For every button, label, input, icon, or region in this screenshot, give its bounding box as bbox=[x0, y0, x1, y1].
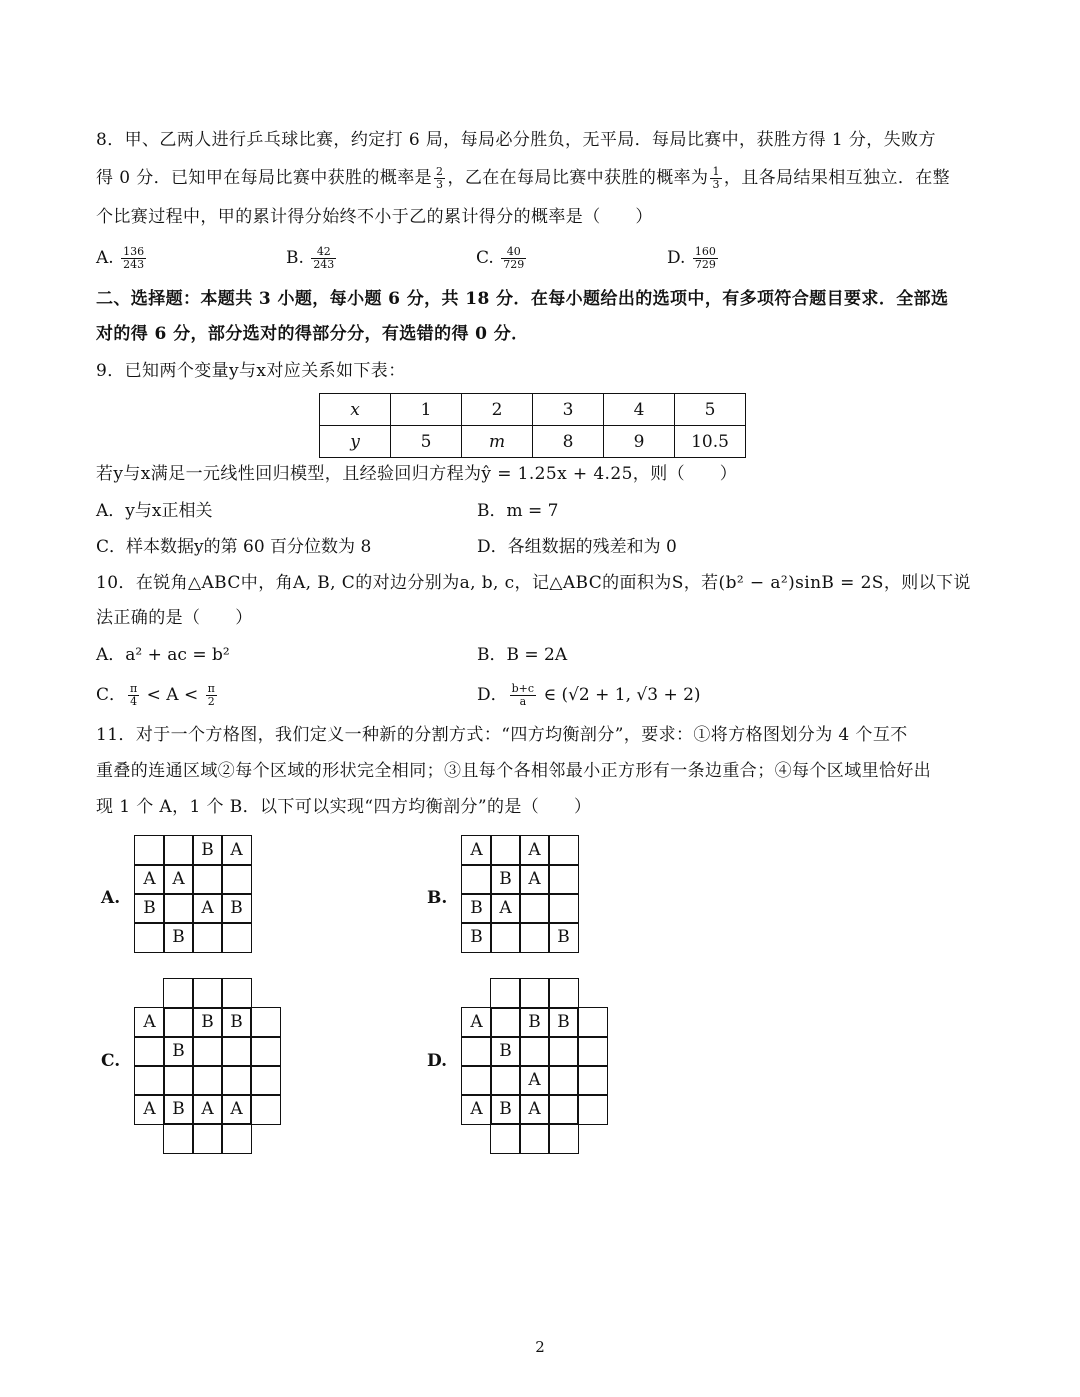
grid-cell bbox=[519, 893, 550, 924]
grid-cell bbox=[490, 1007, 521, 1038]
grid-cell: B bbox=[490, 1036, 521, 1067]
q8-option-d[interactable] bbox=[667, 246, 720, 271]
q11-line3: 现 1 个 A，1 个 B．以下可以实现“四方均衡剖分”的是（ ） bbox=[96, 797, 592, 817]
grid-cell bbox=[134, 922, 165, 953]
grid-cell: B bbox=[548, 1007, 579, 1038]
q8-prob-jia-num: 2 bbox=[436, 165, 444, 178]
grid-cell bbox=[577, 1007, 608, 1038]
grid-cell bbox=[548, 1065, 579, 1096]
page-number: 2 bbox=[535, 1338, 545, 1356]
q8-option-d-frac bbox=[693, 246, 718, 271]
q8-prob-jia bbox=[434, 166, 445, 191]
grid-cell: A bbox=[461, 1007, 492, 1038]
q10-option-c-left-num: π bbox=[130, 682, 138, 695]
grid-cell bbox=[250, 1065, 281, 1096]
grid-cell bbox=[192, 922, 223, 953]
q8-option-b-num: 42 bbox=[311, 246, 336, 259]
q8-option-d-label: D. bbox=[667, 248, 686, 268]
grid-cell: B bbox=[192, 1007, 223, 1038]
grid-cell bbox=[250, 1007, 281, 1038]
section2-header-line2: 对的得 6 分，部分选对的得部分分，有选错的得 0 分． bbox=[96, 324, 529, 344]
grid-cell bbox=[548, 835, 579, 866]
q11-grid-b[interactable] bbox=[461, 835, 579, 953]
q10-option-d-frac bbox=[510, 683, 536, 708]
grid-cell bbox=[163, 893, 194, 924]
grid-cell: B bbox=[548, 922, 579, 953]
grid-cell bbox=[250, 1094, 281, 1125]
grid-cell bbox=[192, 1036, 223, 1067]
q8-option-d-den: 729 bbox=[694, 258, 716, 271]
grid-cell bbox=[221, 922, 252, 953]
q9-option-a[interactable]: A．y与x正相关 bbox=[96, 501, 213, 521]
q8-prob-yi bbox=[710, 166, 721, 191]
grid-cell: A bbox=[163, 864, 194, 895]
q10-option-c-right-num: π bbox=[207, 682, 215, 695]
grid-cell: B bbox=[163, 1094, 194, 1125]
q8-option-a[interactable] bbox=[96, 246, 148, 271]
grid-cell: A bbox=[490, 893, 521, 924]
grid-cell bbox=[192, 978, 223, 1009]
grid-cell: B bbox=[490, 864, 521, 895]
grid-cell: A bbox=[192, 1094, 223, 1125]
q11-grid-a[interactable] bbox=[134, 835, 252, 953]
q10-option-b[interactable]: B．B = 2A bbox=[477, 645, 568, 665]
q10-option-d-rest: ∈ (√2 + 1, √3 + 2) bbox=[543, 685, 701, 705]
grid-cell bbox=[163, 978, 194, 1009]
grid-cell bbox=[577, 1036, 608, 1067]
q10-line2: 法正确的是（ ） bbox=[96, 608, 253, 628]
q8-prob-yi-den: 3 bbox=[712, 178, 720, 191]
q8-option-b-frac bbox=[311, 246, 336, 271]
q11-option-c-label[interactable]: C. bbox=[101, 1051, 121, 1071]
grid-cell: A bbox=[134, 1094, 165, 1125]
grid-cell: B bbox=[461, 922, 492, 953]
q9-option-c[interactable]: C．样本数据y的第 60 百分位数为 8 bbox=[96, 537, 372, 557]
q9-table-row-y bbox=[320, 426, 746, 458]
q8-line2-text-c: ，且各局结果相互独立．在整 bbox=[723, 168, 951, 188]
grid-cell bbox=[548, 864, 579, 895]
grid-cell: A bbox=[221, 1094, 252, 1125]
q11-option-b-label[interactable]: B. bbox=[427, 888, 448, 908]
table-cell: 9 bbox=[604, 426, 675, 458]
grid-cell bbox=[490, 1065, 521, 1096]
q11-grid-d[interactable] bbox=[461, 978, 608, 1154]
table-cell: y bbox=[320, 426, 391, 458]
table-cell: 5 bbox=[391, 426, 462, 458]
grid-cell bbox=[461, 1065, 492, 1096]
grid-cell bbox=[192, 1123, 223, 1154]
q8-option-d-num: 160 bbox=[694, 245, 716, 258]
grid-cell bbox=[548, 1123, 579, 1154]
q8-option-c-den: 729 bbox=[503, 258, 525, 271]
grid-cell bbox=[134, 1036, 165, 1067]
q8-prob-yi-num: 1 bbox=[712, 165, 720, 178]
grid-cell bbox=[134, 835, 165, 866]
q11-line1: 11．对于一个方格图，我们定义一种新的分割方式：“四方均衡剖分”，要求：①将方格图划分为 4 个互不 bbox=[96, 725, 908, 745]
q9-option-b[interactable]: B．m = 7 bbox=[477, 501, 559, 521]
q10-option-c-label: C． bbox=[96, 685, 127, 705]
q8-option-a-num: 136 bbox=[123, 245, 145, 258]
grid-cell: A bbox=[134, 864, 165, 895]
grid-cell bbox=[490, 1123, 521, 1154]
grid-cell bbox=[519, 1036, 550, 1067]
q9-stem: 9．已知两个变量y与x对应关系如下表： bbox=[96, 361, 406, 381]
table-cell: 2 bbox=[462, 394, 533, 426]
q10-option-c-left-frac bbox=[128, 683, 139, 708]
grid-cell bbox=[192, 864, 223, 895]
q10-line1: 10．在锐角△ABC中，角A, B, C的对边分别为a, b, c，记△ABC的面积为S，若(b² − a²)sinB = 2S，则以下说 bbox=[96, 573, 971, 593]
grid-cell bbox=[163, 835, 194, 866]
grid-cell: B bbox=[134, 893, 165, 924]
table-cell: 3 bbox=[533, 394, 604, 426]
q10-option-c-right-den: 2 bbox=[207, 695, 215, 708]
q11-option-d-label[interactable]: D. bbox=[427, 1051, 448, 1071]
q10-option-d-label: D． bbox=[477, 685, 508, 705]
q9-value-table bbox=[319, 393, 746, 458]
grid-cell: B bbox=[163, 1036, 194, 1067]
table-cell: 5 bbox=[675, 394, 746, 426]
q8-line2 bbox=[96, 166, 950, 191]
q10-option-d-den: a bbox=[519, 695, 527, 708]
q9-option-d[interactable]: D．各组数据的残差和为 0 bbox=[477, 537, 677, 557]
grid-cell: A bbox=[519, 835, 550, 866]
grid-cell bbox=[548, 978, 579, 1009]
q8-option-a-frac bbox=[121, 246, 146, 271]
q9-table-row-x bbox=[320, 394, 746, 426]
grid-cell bbox=[519, 922, 550, 953]
grid-cell: A bbox=[192, 893, 223, 924]
grid-cell bbox=[490, 922, 521, 953]
grid-cell bbox=[461, 1036, 492, 1067]
grid-cell: B bbox=[192, 835, 223, 866]
q8-line2-text-a: 得 0 分．已知甲在每局比赛中获胜的概率是 bbox=[96, 168, 433, 188]
q8-option-b[interactable] bbox=[286, 246, 338, 271]
table-cell: 1 bbox=[391, 394, 462, 426]
grid-cell bbox=[221, 1123, 252, 1154]
grid-cell: B bbox=[163, 922, 194, 953]
grid-cell bbox=[134, 1065, 165, 1096]
table-cell: m bbox=[462, 426, 533, 458]
grid-cell bbox=[221, 1065, 252, 1096]
q8-option-c-num: 40 bbox=[501, 246, 526, 259]
grid-cell bbox=[548, 1036, 579, 1067]
grid-cell: A bbox=[461, 1094, 492, 1125]
q8-line2-text-b: ，乙在在每局比赛中获胜的概率为 bbox=[447, 168, 709, 188]
grid-cell: A bbox=[221, 835, 252, 866]
q10-option-d-num: b+c bbox=[511, 682, 535, 695]
grid-cell bbox=[548, 893, 579, 924]
grid-cell bbox=[163, 1123, 194, 1154]
grid-cell bbox=[519, 1123, 550, 1154]
grid-cell: B bbox=[221, 1007, 252, 1038]
grid-cell: A bbox=[461, 835, 492, 866]
grid-cell bbox=[577, 1094, 608, 1125]
grid-cell bbox=[192, 1065, 223, 1096]
grid-cell bbox=[461, 864, 492, 895]
grid-cell: B bbox=[519, 1007, 550, 1038]
grid-cell bbox=[163, 1007, 194, 1038]
q8-option-c[interactable] bbox=[476, 246, 528, 271]
q11-grid-c[interactable] bbox=[134, 978, 281, 1154]
q8-prob-jia-den: 3 bbox=[436, 178, 444, 191]
grid-cell: A bbox=[134, 1007, 165, 1038]
q11-option-a-label[interactable]: A. bbox=[101, 888, 121, 908]
q8-option-a-label: A. bbox=[96, 248, 114, 268]
q10-option-a[interactable]: A．a² + ac = b² bbox=[96, 645, 230, 665]
q11-line2: 重叠的连通区域②每个区域的形状完全相同；③且每个各相邻最小正方形有一条边重合；④每个区域里恰好出 bbox=[96, 761, 932, 781]
grid-cell: B bbox=[490, 1094, 521, 1125]
q8-option-b-den: 243 bbox=[313, 258, 335, 271]
q8-line3: 个比赛过程中，甲的累计得分始终不小于乙的累计得分的概率是（ ） bbox=[96, 207, 653, 227]
q10-option-d[interactable] bbox=[477, 683, 701, 708]
q10-option-c-left-den: 4 bbox=[130, 695, 138, 708]
grid-cell: A bbox=[519, 1094, 550, 1125]
grid-cell bbox=[221, 1036, 252, 1067]
section2-header-line1: 二、选择题：本题共 3 小题，每小题 6 分，共 18 分．在每小题给出的选项中，有多项符合题目要求．全部选 bbox=[96, 289, 949, 309]
grid-cell: A bbox=[519, 1065, 550, 1096]
grid-cell bbox=[221, 978, 252, 1009]
table-cell: 8 bbox=[533, 426, 604, 458]
table-cell: 10.5 bbox=[675, 426, 746, 458]
grid-cell bbox=[221, 864, 252, 895]
q10-option-c-right-frac bbox=[206, 683, 217, 708]
grid-cell: B bbox=[221, 893, 252, 924]
table-cell: 4 bbox=[604, 394, 675, 426]
q8-option-c-label: C. bbox=[476, 248, 494, 268]
q8-line1: 8．甲、乙两人进行乒乓球比赛，约定打 6 局，每局必分胜负，无平局．每局比赛中，获胜方得 1 分，失败方 bbox=[96, 130, 936, 150]
q8-option-a-den: 243 bbox=[123, 258, 145, 271]
q8-option-c-frac bbox=[501, 246, 526, 271]
grid-cell: A bbox=[519, 864, 550, 895]
grid-cell bbox=[548, 1094, 579, 1125]
grid-cell: B bbox=[461, 893, 492, 924]
q9-condition: 若y与x满足一元线性回归模型，且经验回归方程为ŷ = 1.25x + 4.25，则（ ） bbox=[96, 464, 738, 484]
table-cell: x bbox=[320, 394, 391, 426]
q8-option-b-label: B. bbox=[286, 248, 304, 268]
grid-cell bbox=[519, 978, 550, 1009]
q10-option-c-mid: < A < bbox=[146, 685, 199, 705]
grid-cell bbox=[490, 978, 521, 1009]
grid-cell bbox=[490, 835, 521, 866]
grid-cell bbox=[577, 1065, 608, 1096]
grid-cell bbox=[250, 1036, 281, 1067]
grid-cell bbox=[163, 1065, 194, 1096]
q10-option-c[interactable] bbox=[96, 683, 219, 708]
